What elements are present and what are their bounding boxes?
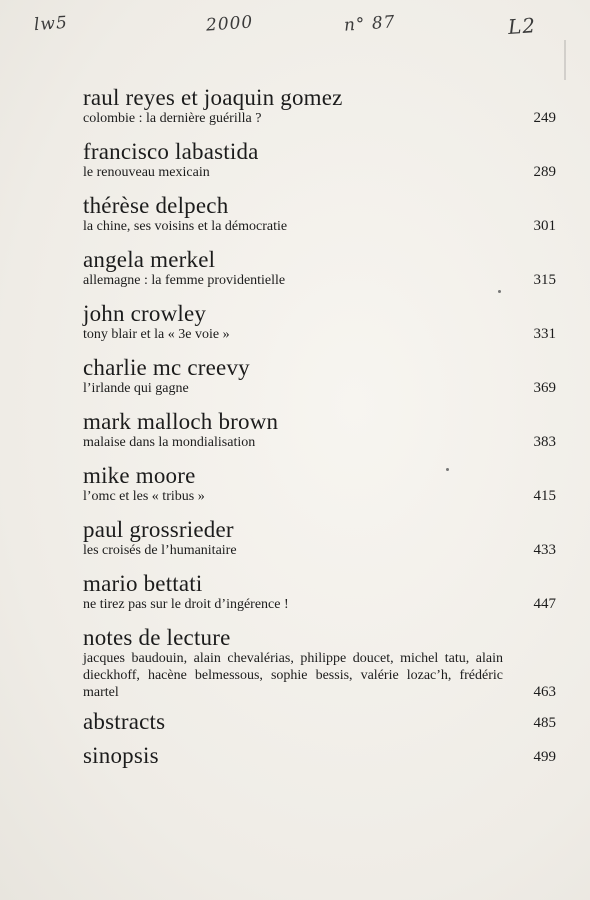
entry-title: notes de lecture (83, 625, 231, 650)
toc-entry (83, 710, 556, 734)
entry-subtitle: le renouveau mexicain (83, 165, 210, 180)
entry-title: angela merkel (83, 247, 216, 272)
toc-entry (83, 518, 556, 559)
entry-page-number: 433 (533, 542, 556, 558)
entry-subtitle: la chine, ses voisins et la démocratie (83, 219, 288, 234)
entry-page-number: 463 (533, 684, 556, 700)
entry-page-number: 369 (533, 380, 556, 396)
toc-entry (83, 356, 556, 397)
toc-entry (83, 744, 556, 768)
entry-page-number: 499 (533, 749, 556, 765)
handwritten-note: n° 87 (343, 12, 397, 36)
entry-page-number: 315 (533, 272, 556, 288)
entry-title: charlie mc creevy (83, 355, 250, 380)
entry-title: paul grossrieder (83, 517, 234, 542)
toc-entry (83, 140, 556, 181)
entry-title: mark malloch brown (83, 409, 279, 434)
toc-entry (83, 410, 556, 451)
entry-subtitle: jacques baudouin, alain chevalérias, philippe doucet, michel tatu, alain dieckhoff, hacène belmessous, sophie bessis, valérie lozac’h, frédéric martel (83, 651, 503, 700)
entry-page-number: 301 (533, 218, 556, 234)
entry-subtitle: tony blair et la « 3e voie » (83, 327, 230, 342)
handwritten-note: 2000 (205, 12, 254, 36)
handwritten-note: lw5 (33, 12, 69, 36)
toc-entry (83, 626, 556, 701)
toc-entry (83, 248, 556, 289)
entry-subtitle: l’omc et les « tribus » (83, 489, 205, 504)
entry-title: francisco labastida (83, 139, 259, 164)
entry-page-number: 415 (533, 488, 556, 504)
entry-page-number: 249 (533, 110, 556, 126)
entry-subtitle: malaise dans la mondialisation (83, 435, 256, 450)
entry-page-number: 289 (533, 164, 556, 180)
entry-title: sinopsis (83, 743, 159, 768)
handwritten-note: L2 (507, 13, 537, 39)
entry-page-number: 485 (533, 715, 556, 731)
entry-title: mike moore (83, 463, 196, 488)
speck (498, 290, 501, 293)
entry-title: raul reyes et joaquin gomez (83, 85, 343, 110)
entry-page-number: 383 (533, 434, 556, 450)
entry-title: john crowley (83, 301, 207, 326)
toc-entry (83, 572, 556, 613)
entry-page-number: 331 (533, 326, 556, 342)
entry-title: abstracts (83, 709, 166, 734)
entry-subtitle: ne tirez pas sur le droit d’ingérence ! (83, 597, 289, 612)
toc-entry (83, 464, 556, 505)
entry-page-number: 447 (533, 596, 556, 612)
entry-subtitle: les croisés de l’humanitaire (83, 543, 237, 558)
entry-title: thérèse delpech (83, 193, 229, 218)
entry-subtitle: colombie : la dernière guérilla ? (83, 111, 262, 126)
entry-subtitle: l’irlande qui gagne (83, 381, 189, 396)
toc-entry (83, 194, 556, 235)
bleed-through-mark (564, 40, 590, 80)
entry-subtitle: allemagne : la femme providentielle (83, 273, 286, 288)
toc-entry (83, 86, 556, 127)
entry-title: mario bettati (83, 571, 203, 596)
toc-entry (83, 302, 556, 343)
